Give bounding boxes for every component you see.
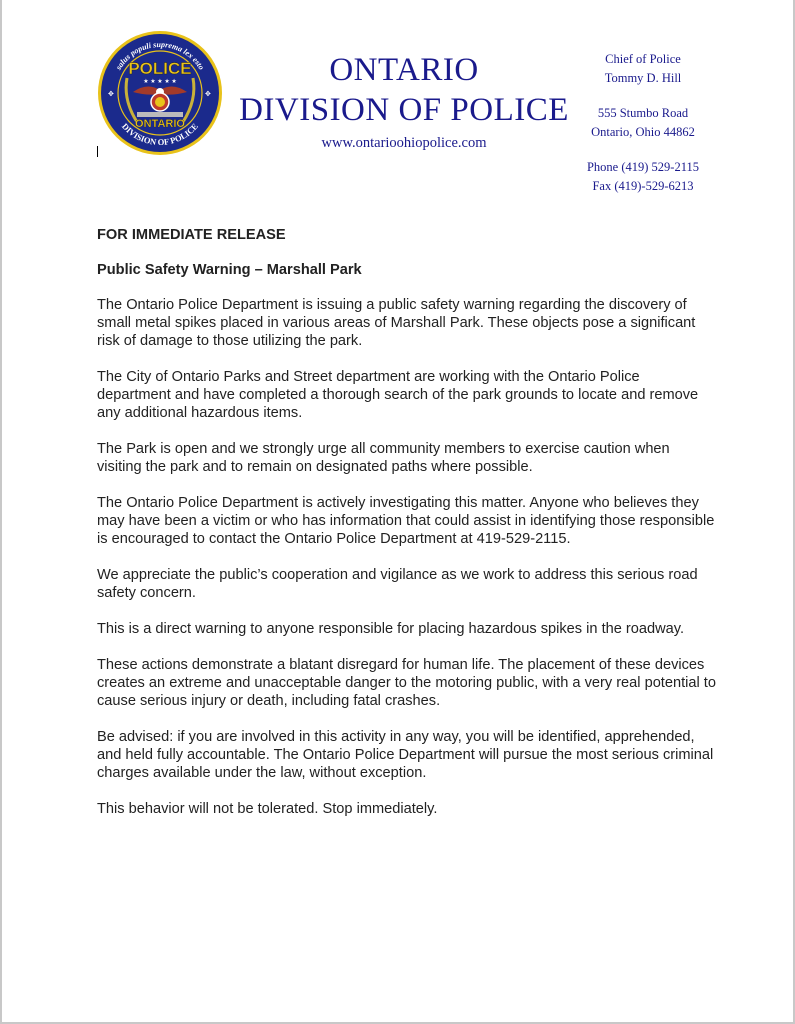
svg-text:DIVISION OF POLICE: DIVISION OF POLICE [120, 121, 200, 148]
website-link[interactable]: www.ontarioohiopolice.com [321, 135, 487, 151]
chief-name: Tommy D. Hill [604, 70, 682, 85]
paragraph: Be advised: if you are involved in this activity in any way, you will be identified, apprehended, and held fully accountable. The Ontario Police Department will pursue the most serious criminal charges available under the law, without exception. [97, 729, 714, 781]
paragraph: We appreciate the public’s cooperation and vigilance as we work to address this serious road safety concern. [97, 567, 698, 601]
chief-title: Chief of Police [605, 52, 681, 66]
fax-number: Fax (419)-529-6213 [592, 178, 694, 193]
paragraph: These actions demonstrate a blatant disregard for human life. The placement of these devices creates an extreme and unacceptable danger to the motoring public, with a very real potential to cause serious injury or death, including fatal crashes. [97, 657, 716, 709]
svg-text:✥: ✥ [205, 91, 211, 98]
org-name-line1: ONTARIO [329, 52, 479, 88]
paragraph: The Ontario Police Department is issuing a public safety warning regarding the discovery of small metal spikes placed in various areas of Marshall Park. These objects pose a significant risk of damage to those utilizing the park. [97, 297, 696, 349]
paragraph: The Ontario Police Department is actively investigating this matter. Anyone who believes they may have been a victim or who has information that could assist in identifying those responsible is encouraged to contact the Ontario Police Department at 419-529-2115. [97, 495, 715, 547]
org-name-line2: DIVISION OF POLICE [239, 92, 569, 128]
city-address: Ontario, Ohio 44862 [591, 124, 695, 139]
release-label: FOR IMMEDIATE RELEASE [97, 227, 286, 243]
letterhead-title [234, 50, 574, 154]
text-cursor [97, 146, 98, 157]
svg-text:POLICE: POLICE [128, 59, 192, 78]
release-body [97, 226, 717, 836]
svg-text:✥: ✥ [108, 91, 114, 98]
phone-number: Phone (419) 529-2115 [586, 160, 700, 174]
paragraph: This behavior will not be tolerated. Stop immediately. [97, 801, 438, 817]
svg-text:★ ★ ★ ★ ★: ★ ★ ★ ★ ★ [143, 79, 177, 85]
police-badge-icon [97, 30, 223, 156]
paragraph: This is a direct warning to anyone responsible for placing hazardous spikes in the roadway. [97, 621, 685, 637]
release-headline: Public Safety Warning – Marshall Park [97, 262, 362, 278]
paragraph: The Park is open and we strongly urge all community members to exercise caution when visiting the park and to remain on designated paths where possible. [97, 441, 670, 475]
svg-text:salus populi suprema lex esto: salus populi suprema lex esto [113, 39, 207, 72]
contact-block [572, 50, 714, 195]
street-address: 555 Stumbo Road [597, 106, 689, 120]
paragraph: The City of Ontario Parks and Street department are working with the Ontario Police department and have completed a thorough search of the park grounds to locate and remove any additional hazardous items. [97, 369, 699, 421]
svg-text:ONTARIO: ONTARIO [135, 118, 185, 130]
